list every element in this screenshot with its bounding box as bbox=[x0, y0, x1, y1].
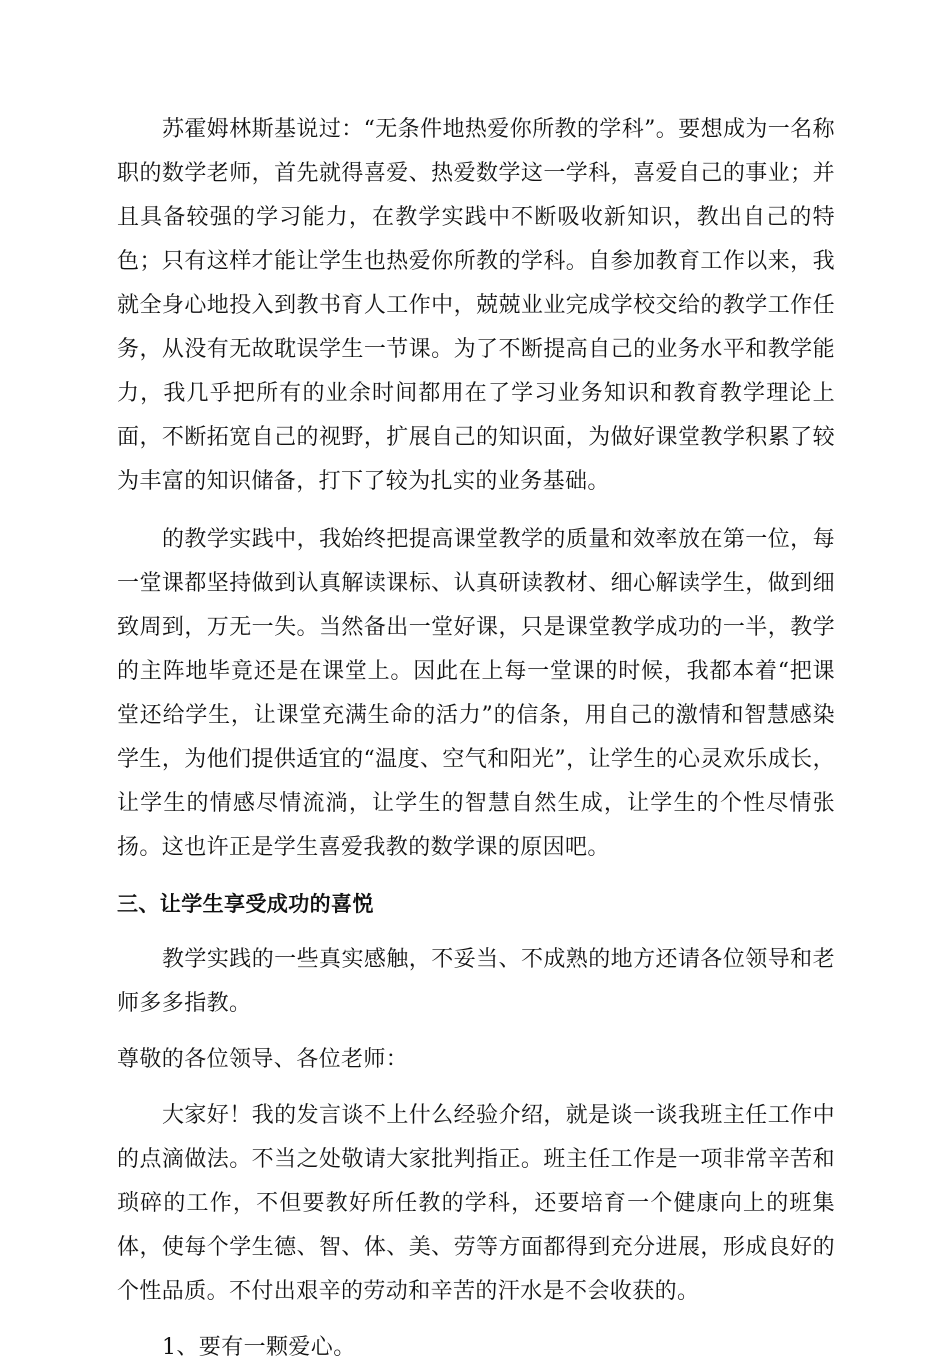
document-body bbox=[117, 108, 835, 1370]
section-heading: 三、让学生享受成功的喜悦 bbox=[117, 892, 374, 916]
list-item-heading: 1、要有一颗爱心。 bbox=[162, 1335, 356, 1360]
salutation: 尊敬的各位领导、各位老师： bbox=[117, 1047, 409, 1072]
paragraph-closing-remarks: 教学实践的一些真实感触，不妥当、不成熟的地方还请各位领导和老师多多指教。 bbox=[117, 947, 835, 1016]
paragraph-classroom-practice: 的教学实践中，我始终把提高课堂教学的质量和效率放在第一位，每一堂课都坚持做到认真解读课标、认真研读教材、细心解读学生，做到细致周到，万无一失。当然备出一堂好课，只是课堂教学成功的一半，教学的主阵地毕竟还是在课堂上。因此在上每一堂课的时候，我都本着“把课堂还给学生，让课堂充满生命的活力”的信条，用自己的激情和智慧感染学生，为他们提供适宜的“温度、空气和阳光”，让学生的心灵欢乐成长，让学生的情感尽情流淌，让学生的智慧自然生成，让学生的个性尽情张扬。这也许正是学生喜爱我教的数学课的原因吧。 bbox=[117, 527, 835, 860]
paragraph-class-teacher-intro: 大家好！我的发言谈不上什么经验介绍，就是谈一谈我班主任工作中的点滴做法。不当之处敬请大家批判指正。班主任工作是一项非常辛苦和琐碎的工作，不但要教好所任教的学科，还要培育一个健康向上的班集体，使每个学生德、智、体、美、劳等方面都得到充分进展，形成良好的个性品质。不付出艰辛的劳动和辛苦的汗水是不会收获的。 bbox=[117, 1103, 835, 1304]
paragraph-teaching-passion: 苏霍姆林斯基说过：“无条件地热爱你所教的学科”。要想成为一名称职的数学老师，首先就得喜爱、热爱数学这一学科，喜爱自己的事业；并且具备较强的学习能力，在教学实践中不断吸收新知识，教出自己的特色；只有这样才能让学生也热爱你所教的学科。自参加教育工作以来，我就全身心地投入到教书育人工作中，兢兢业业完成学校交给的教学工作任务，从没有无故耽误学生一节课。为了不断提高自己的业务水平和教学能力，我几乎把所有的业余时间都用在了学习业务知识和教育教学理论上面，不断拓宽自己的视野，扩展自己的知识面，为做好课堂教学积累了较为丰富的知识储备，打下了较为扎实的业务基础。 bbox=[117, 117, 835, 494]
